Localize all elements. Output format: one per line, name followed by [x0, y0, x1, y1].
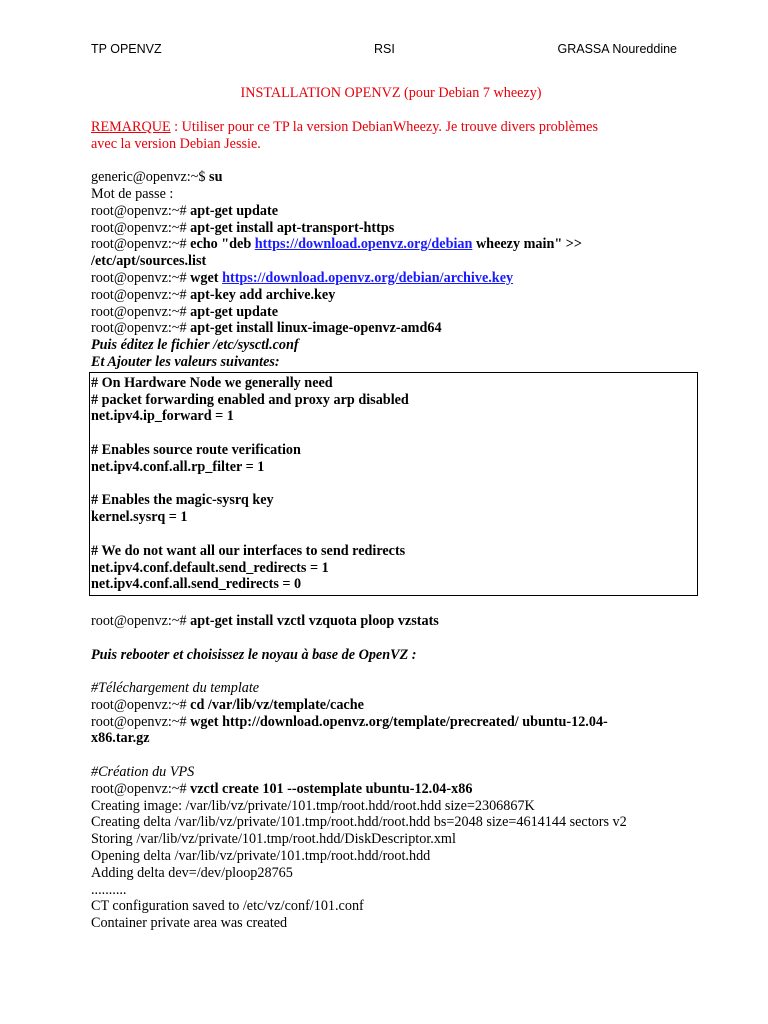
- command-line: [91, 613, 691, 630]
- command: x86.tar.gz: [91, 730, 150, 747]
- config-line: net.ipv4.ip_forward = 1: [91, 408, 234, 425]
- remark-text-1: : Utiliser pour ce TP la version DebianWheezy. Je trouve divers problèmes: [170, 118, 598, 135]
- command: apt-key add archive.key: [190, 286, 336, 303]
- config-line: # We do not want all our interfaces to send redirects: [91, 542, 406, 559]
- config-line: [91, 476, 691, 493]
- config-line: net.ipv4.conf.all.rp_filter = 1: [91, 458, 265, 475]
- edit-note-1: Puis éditez le fichier /etc/sysctl.conf: [91, 337, 299, 354]
- output-line: Creating delta /var/lib/vz/private/101.tmp/root.hdd/root.hdd bs=2048 size=4614144 sectors v2: [91, 814, 627, 831]
- output-line: Storing /var/lib/vz/private/101.tmp/root.hdd/DiskDescriptor.xml: [91, 831, 456, 848]
- config-line: # On Hardware Node we generally need: [91, 374, 333, 391]
- command-line: [91, 714, 691, 731]
- header-center: RSI: [374, 42, 395, 56]
- config-line: [91, 425, 691, 442]
- command: echo "deb: [190, 236, 255, 253]
- prompt: root@openvz:~#: [91, 303, 191, 320]
- prompt: root@openvz:~#: [91, 320, 191, 337]
- command: apt-get install apt-transport-https: [190, 219, 395, 236]
- prompt: root@openvz:~#: [91, 236, 191, 253]
- command: apt-get update: [190, 202, 279, 219]
- command-continuation: [91, 253, 691, 270]
- output-line: Adding delta dev=/dev/ploop28765: [91, 864, 293, 881]
- config-line: # Enables the magic-sysrq key: [91, 492, 274, 509]
- sysctl-config-box: [89, 372, 698, 596]
- command-line: [91, 270, 691, 287]
- command: apt-get install vzctl vzquota ploop vzstats: [190, 612, 439, 629]
- command: apt-get update: [190, 303, 279, 320]
- prompt: root@openvz:~#: [91, 696, 191, 713]
- prompt: root@openvz:~#: [91, 286, 191, 303]
- prompt: Mot de passe :: [91, 185, 174, 202]
- command: vzctl create 101 --ostemplate ubuntu-12.04-x86: [190, 780, 473, 797]
- page-title: INSTALLATION OPENVZ (pour Debian 7 wheezy): [240, 85, 542, 101]
- command-line: [91, 236, 691, 253]
- remark-line-1: [91, 119, 691, 136]
- command-line: [91, 220, 691, 237]
- command: apt-get install linux-image-openvz-amd64: [190, 320, 442, 337]
- vps-heading: #Création du VPS: [91, 764, 195, 781]
- prompt: root@openvz:~#: [91, 269, 191, 286]
- command-line: [91, 203, 691, 220]
- header-right: GRASSA Noureddine: [557, 42, 677, 56]
- prompt: root@openvz:~#: [91, 780, 191, 797]
- command: wheezy main" >>: [472, 236, 582, 253]
- remark-label: REMARQUE: [91, 118, 171, 135]
- output-line: Opening delta /var/lib/vz/private/101.tmp/root.hdd/root.hdd: [91, 848, 431, 865]
- config-line: # Enables source route verification: [91, 441, 301, 458]
- command: wget http://download.openvz.org/template/precreated/ ubuntu-12.04-: [190, 713, 608, 730]
- config-line: kernel.sysrq = 1: [91, 509, 188, 526]
- config-line: net.ipv4.conf.default.send_redirects = 1: [91, 559, 329, 576]
- command-line: [91, 320, 691, 337]
- page-header: [91, 42, 677, 62]
- prompt: root@openvz:~#: [91, 219, 191, 236]
- command-line: [91, 697, 691, 714]
- command-line: [91, 304, 691, 321]
- command-continuation: [91, 730, 691, 747]
- command-line: [91, 781, 691, 798]
- command-line: [91, 186, 691, 203]
- edit-note-2: Et Ajouter les valeurs suivantes:: [91, 353, 280, 370]
- header-left: TP OPENVZ: [91, 42, 162, 56]
- config-line: # packet forwarding enabled and proxy arp disabled: [91, 391, 409, 408]
- output-line: Container private area was created: [91, 915, 288, 932]
- prompt: generic@openvz:~$: [91, 169, 210, 186]
- archive-key-link[interactable]: https://download.openvz.org/debian/archive.key: [222, 269, 514, 286]
- debian-repo-link[interactable]: https://download.openvz.org/debian: [254, 236, 473, 253]
- prompt: root@openvz:~#: [91, 713, 191, 730]
- command: wget: [190, 269, 223, 286]
- command-line: [91, 169, 691, 186]
- prompt: root@openvz:~#: [91, 202, 191, 219]
- config-line: [91, 526, 691, 543]
- template-heading: #Téléchargement du template: [91, 680, 260, 697]
- reboot-note: Puis rebooter et choisissez le noyau à base de OpenVZ :: [91, 646, 417, 663]
- output-line: CT configuration saved to /etc/vz/conf/101.conf: [91, 898, 364, 915]
- prompt: root@openvz:~#: [91, 612, 191, 629]
- command: /etc/apt/sources.list: [91, 253, 207, 270]
- output-line: ..........: [91, 881, 127, 898]
- command: cd /var/lib/vz/template/cache: [190, 696, 364, 713]
- config-line: net.ipv4.conf.all.send_redirects = 0: [91, 576, 302, 593]
- command-line: [91, 287, 691, 304]
- output-line: Creating image: /var/lib/vz/private/101.tmp/root.hdd/root.hdd size=2306867K: [91, 797, 535, 814]
- command: su: [209, 169, 223, 186]
- document-body: [91, 85, 691, 932]
- remark-line-2: avec la version Debian Jessie.: [91, 135, 261, 152]
